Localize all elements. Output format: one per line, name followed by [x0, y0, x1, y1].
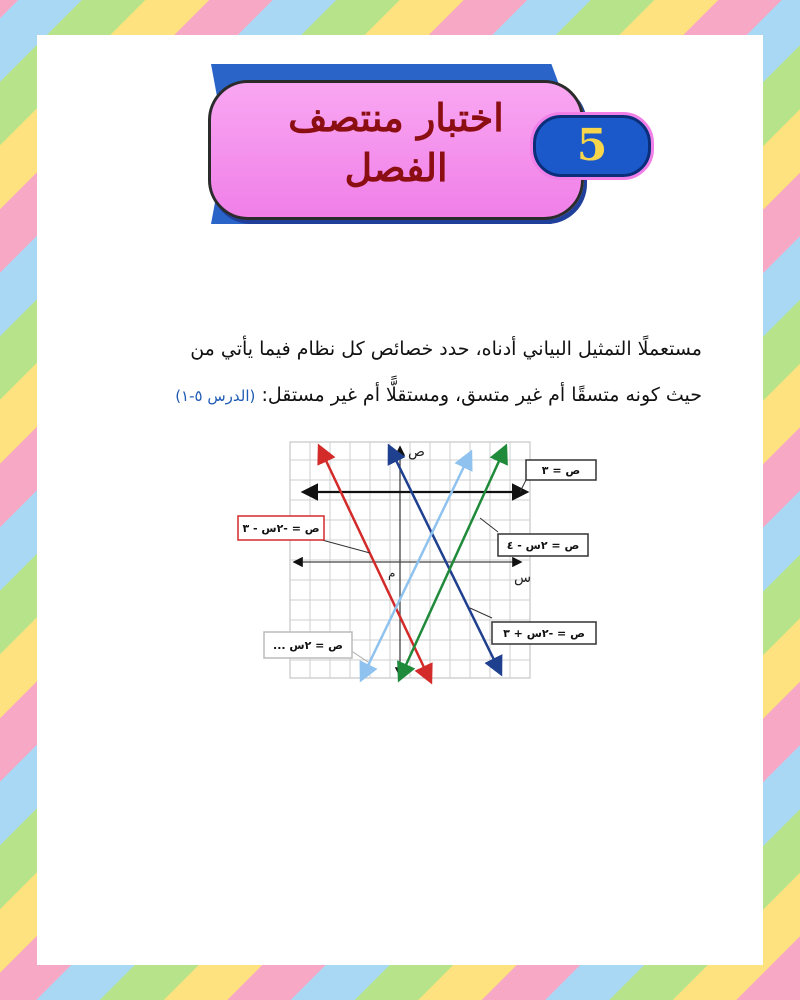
callout-y-eq-neg2x-plus3 — [470, 608, 596, 644]
line-green — [400, 448, 505, 678]
svg-text:ص = ٢س ...: ص = ٢س ... — [273, 639, 343, 652]
svg-text:ص = ٣: ص = ٣ — [541, 464, 581, 477]
callout-faded — [264, 632, 368, 662]
lesson-reference: (الدرس ٥-١) — [175, 387, 256, 405]
linear-systems-graph — [230, 440, 610, 700]
svg-text:ص = -٢س + ٣: ص = -٢س + ٣ — [503, 627, 585, 640]
callout-y-eq-3 — [520, 460, 596, 492]
banner-title-line1: اختبار منتصف — [288, 95, 504, 140]
chapter-number-badge — [530, 112, 654, 180]
svg-text:ص = ٢س - ٤: ص = ٢س - ٤ — [506, 539, 580, 552]
origin-label: م — [388, 566, 396, 580]
chapter-number: 5 — [576, 120, 608, 171]
question-line2: حيث كونه متسقًا أم غير متسق، ومستقلًّا أم غير مستقل: — [261, 384, 702, 406]
y-axis-label: ص — [408, 444, 425, 460]
banner-title-line2: الفصل — [344, 145, 448, 190]
callout-y-eq-2x-minus4 — [480, 518, 588, 556]
question-line1: مستعملًا التمثيل البياني أدناه، حدد خصائص كل نظام فيما يأتي من — [190, 338, 702, 360]
banner-title-box — [208, 80, 584, 220]
question-line2-wrap — [102, 384, 702, 406]
x-axis-label: س — [514, 570, 532, 586]
svg-text:ص = -٢س - ٣: ص = -٢س - ٣ — [242, 522, 320, 535]
